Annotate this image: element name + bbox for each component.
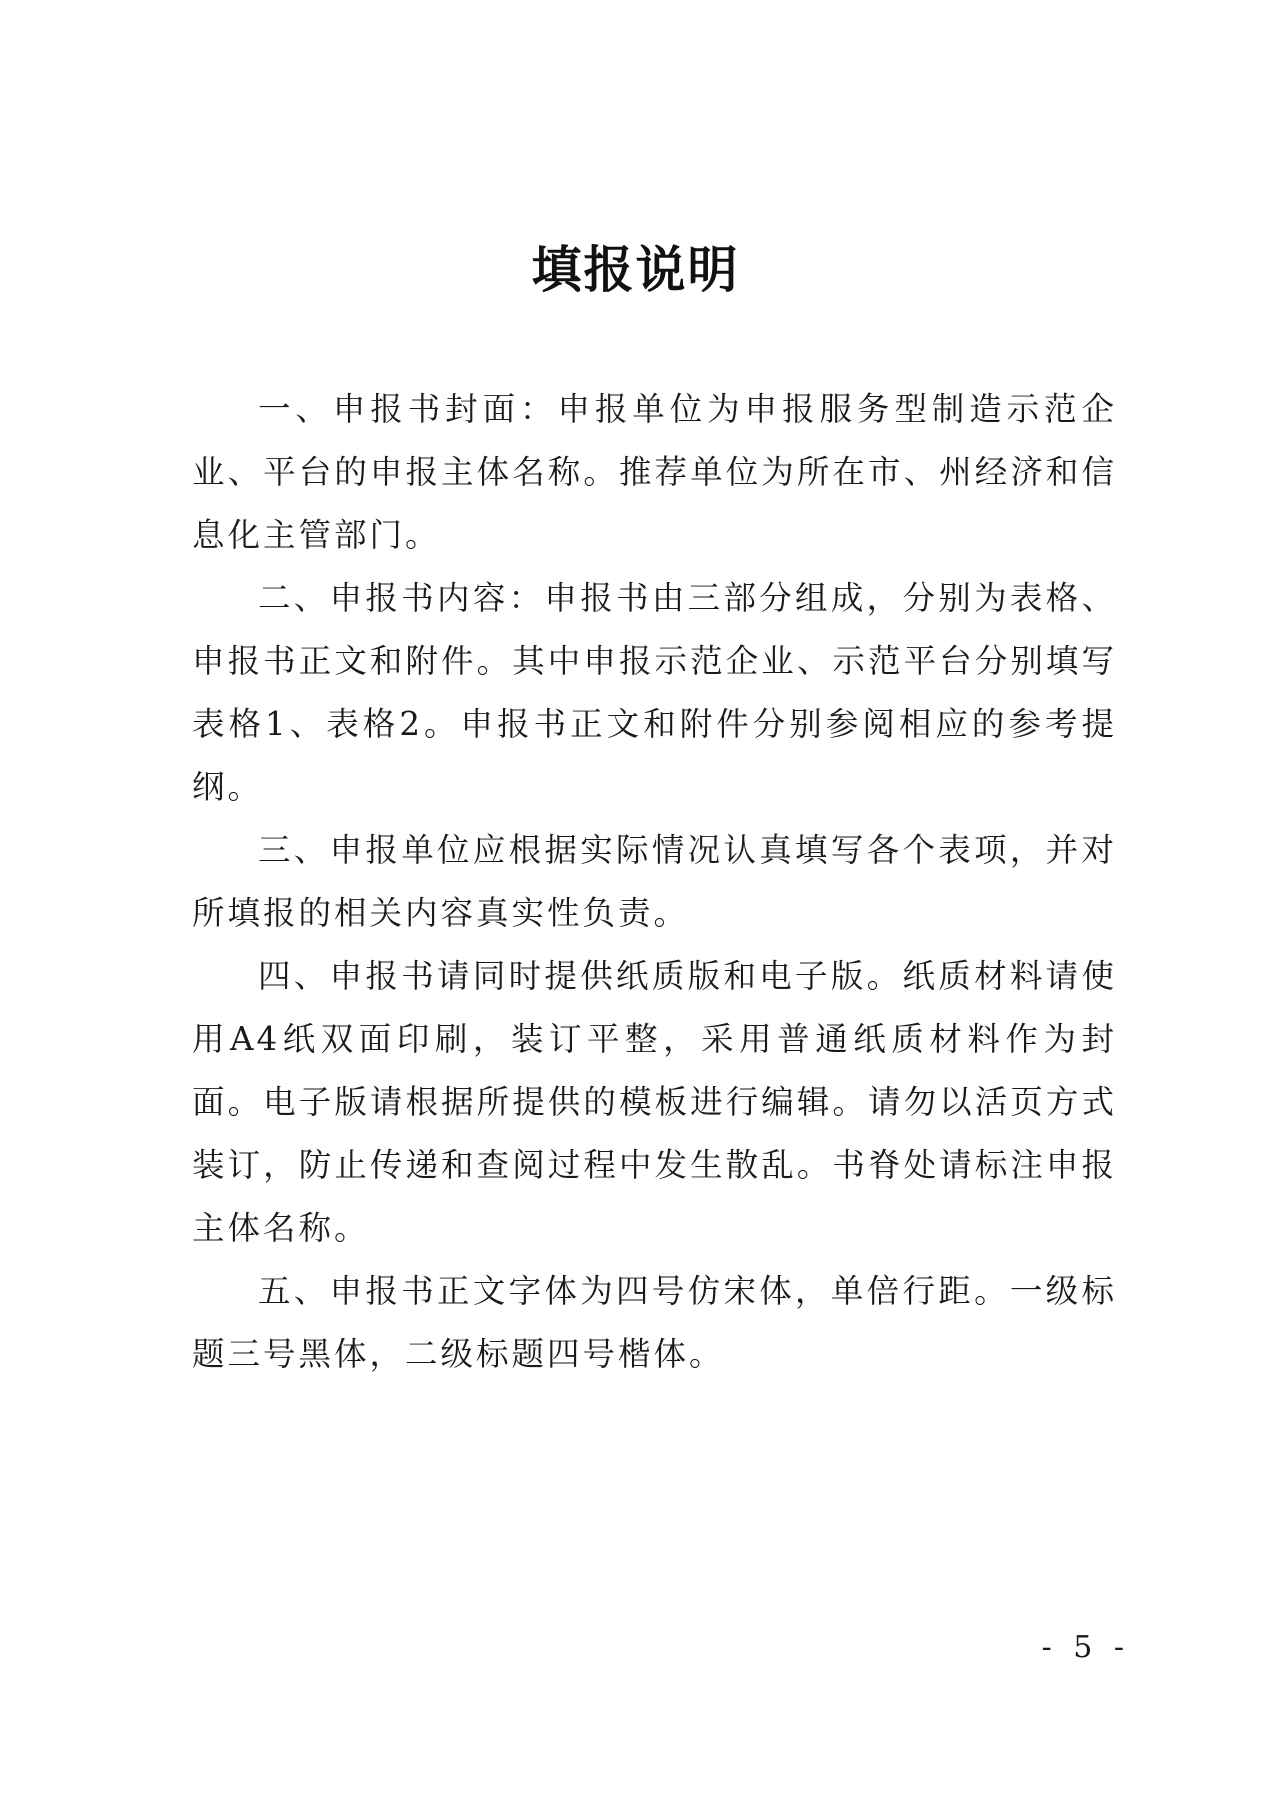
instructions-body <box>192 378 1117 1386</box>
page-number: - 5 - <box>1041 1630 1130 1665</box>
paragraph-font: 五、申报书正文字体为四号仿宋体，单倍行距。一级标题三号黑体，二级标题四号楷体。 <box>192 1272 1117 1373</box>
page-title: 填报说明 <box>531 241 740 299</box>
paragraph-format: 四、申报书请同时提供纸质版和电子版。纸质材料请使用A4纸双面印刷，装订平整，采用普通纸质材料作为封面。电子版请根据所提供的模板进行编辑。请勿以活页方式装订，防止传递和查阅过程中发生散乱。书脊处请标注申报主体名称。 <box>192 957 1117 1247</box>
paragraph-content: 二、申报书内容：申报书由三部分组成，分别为表格、申报书正文和附件。其中申报示范企业、示范平台分别填写表格1、表格2。申报书正文和附件分别参阅相应的参考提纲。 <box>192 579 1117 806</box>
paragraph-cover: 一、申报书封面：申报单位为申报服务型制造示范企业、平台的申报主体名称。推荐单位为所在市、州经济和信息化主管部门。 <box>192 390 1117 554</box>
paragraph-accuracy: 三、申报单位应根据实际情况认真填写各个表项，并对所填报的相关内容真实性负责。 <box>192 831 1117 932</box>
